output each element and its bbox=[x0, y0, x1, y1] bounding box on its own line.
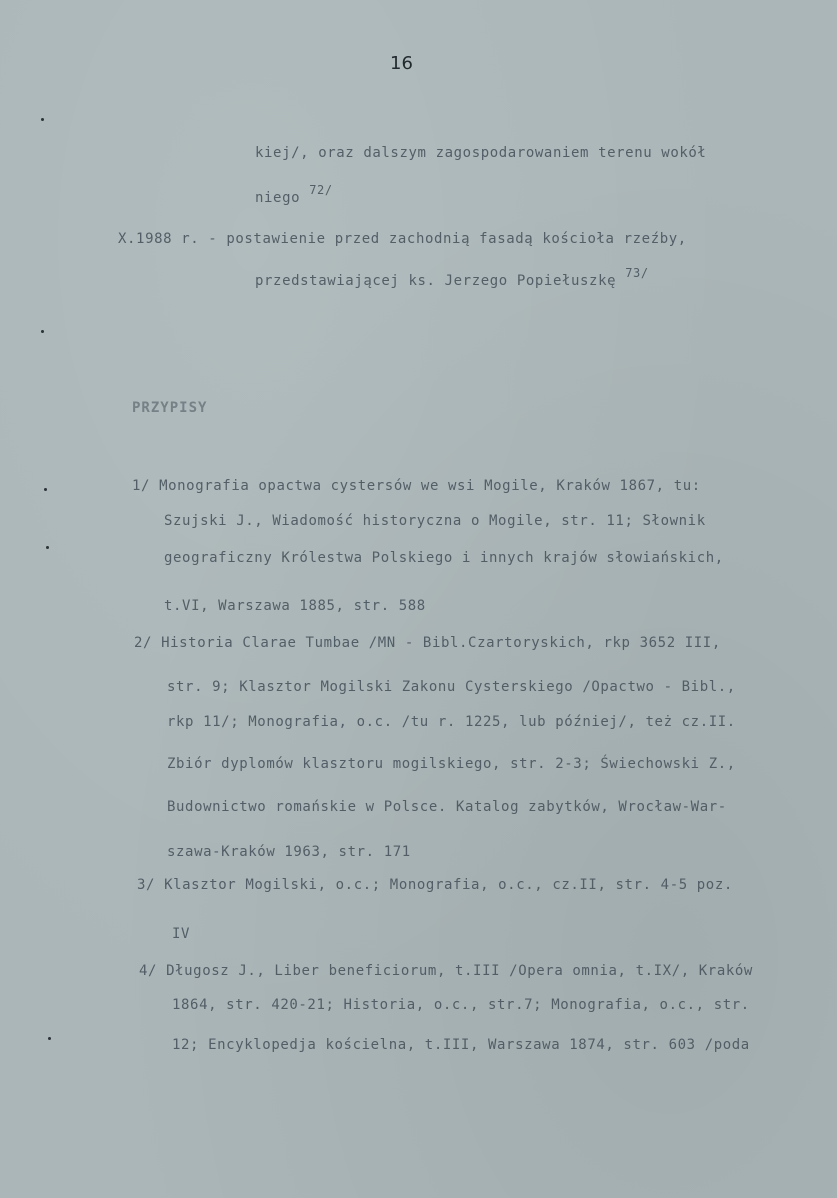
footnote-line: Zbiór dyplomów klasztoru mogilskiego, str. 2-3; Świechowski Z., bbox=[167, 756, 736, 772]
footnote-line: 1/ Monografia opactwa cystersów we wsi Mogile, Kraków 1867, tu: bbox=[132, 478, 701, 494]
body-line-4-text: przedstawiającej ks. Jerzego Popiełuszkę bbox=[255, 273, 617, 289]
body-line-1 bbox=[255, 145, 706, 161]
body-line-4 bbox=[255, 266, 649, 289]
margin-speck bbox=[46, 546, 49, 549]
footnote-line: 1864, str. 420-21; Historia, o.c., str.7; Monografia, o.c., str. bbox=[172, 997, 750, 1013]
margin-speck bbox=[41, 330, 44, 333]
footnote-line: IV bbox=[172, 926, 191, 942]
body-line-3 bbox=[118, 231, 687, 247]
footnote-ref-72: 72/ bbox=[309, 183, 333, 197]
footnotes-heading: PRZYPISY bbox=[132, 400, 208, 416]
footnote-line: Szujski J., Wiadomość historyczna o Mogile, str. 11; Słownik bbox=[164, 513, 706, 529]
page-number: 16 bbox=[390, 53, 413, 74]
margin-speck bbox=[44, 488, 47, 491]
margin-speck bbox=[48, 1037, 51, 1040]
footnote-line: 3/ Klasztor Mogilski, o.c.; Monografia, o.c., cz.II, str. 4-5 poz. bbox=[137, 877, 733, 893]
footnote-line: 2/ Historia Clarae Tumbae /MN - Bibl.Czartoryskich, rkp 3652 III, bbox=[134, 635, 721, 651]
body-line-2-text: niego bbox=[255, 190, 301, 206]
footnote-line: geograficzny Królestwa Polskiego i innych krajów słowiańskich, bbox=[164, 550, 724, 566]
footnote-line: t.VI, Warszawa 1885, str. 588 bbox=[164, 598, 426, 614]
body-line-1-text: kiej/, oraz dalszym zagospodarowaniem terenu wokół bbox=[255, 145, 707, 161]
footnote-line: 4/ Długosz J., Liber beneficiorum, t.III /Opera omnia, t.IX/, Kraków bbox=[139, 963, 753, 979]
footnote-line: str. 9; Klasztor Mogilski Zakonu Cysterskiego /Opactwo - Bibl., bbox=[167, 679, 736, 695]
body-line-3-text: X.1988 r. - postawienie przed zachodnią fasadą kościoła rzeźby, bbox=[118, 231, 687, 247]
footnote-line: rkp 11/; Monografia, o.c. /tu r. 1225, lub później/, też cz.II. bbox=[167, 714, 736, 730]
footnote-ref-73: 73/ bbox=[625, 266, 649, 280]
footnote-line: Budownictwo romańskie w Polsce. Katalog zabytków, Wrocław-War- bbox=[167, 799, 727, 815]
margin-speck bbox=[41, 118, 44, 121]
body-line-2 bbox=[255, 183, 333, 206]
footnote-line: 12; Encyklopedja kościelna, t.III, Warszawa 1874, str. 603 /poda bbox=[172, 1037, 750, 1053]
footnote-line: szawa-Kraków 1963, str. 171 bbox=[167, 844, 411, 860]
